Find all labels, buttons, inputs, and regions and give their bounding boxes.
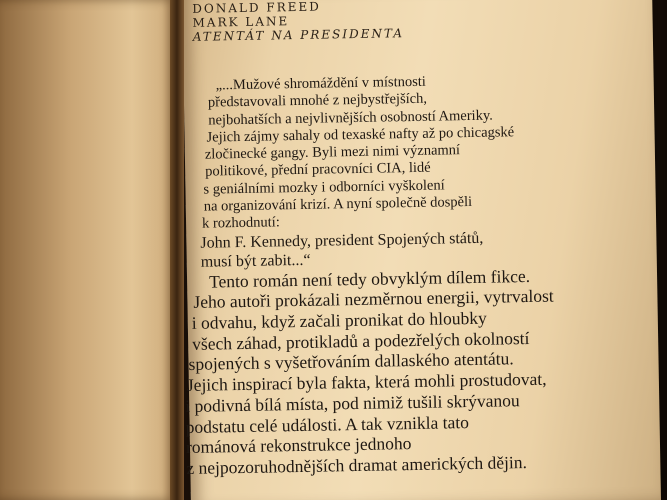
text-line: k rozhodnutí:: [201, 214, 280, 233]
text-line: Jeho autoři prokázali nezměrnou energii, vytrvalost: [193, 285, 554, 313]
book-header: [192, 0, 404, 44]
text-line: na organizování krizí. A nyní společně dospěli: [203, 194, 473, 215]
page-text: [180, 71, 617, 479]
text-line: nejbohatších a nejvlivnějších osobností Ameriky.: [208, 107, 493, 129]
text-line: politikové, přední pracovníci CIA, lidé: [205, 160, 431, 181]
text-line: spojených s vyšetřováním dallaského atentátu.: [188, 348, 514, 375]
text-line: románová rekonstrukce jednoho: [185, 433, 412, 458]
text-line: Jejich zájmy sahaly od texaské nafty až po chicagské: [206, 124, 515, 146]
text-line: zločinecké gangy. Byli mezi nimi významní: [204, 142, 461, 163]
quote-block: [180, 71, 613, 272]
text-line: musí být zabit...“: [200, 251, 311, 271]
left-page: [0, 0, 176, 500]
text-line: Jejich inspirací byla fakta, která mohli prostudovat,: [186, 368, 547, 396]
book-gutter: [170, 0, 184, 500]
text-line: „...Mužové shromáždění v místnosti: [215, 73, 426, 94]
text-line: všech záhad, protikladů a podezřelých okolností: [191, 327, 530, 354]
book-title: ATENTÁT NA PRESIDENTA: [192, 26, 405, 44]
text-line: z nejpozoruhodnějších dramat amerických dějin.: [186, 452, 528, 478]
author-name: MARK LANE: [192, 14, 290, 30]
right-page: [182, 0, 661, 500]
author-name: DONALD FREED: [192, 0, 321, 16]
text-line: s geniálními mozky i odborníci vyškolení: [203, 177, 445, 198]
body-paragraph: [183, 264, 617, 479]
text-line: Tento román není tedy obvyklým dílem fikce.: [208, 265, 531, 292]
text-line: i podivná bílá místa, pod nimiž tušili skrývanou: [185, 390, 520, 416]
text-line: i odvahu, když začali pronikat do hloubky: [191, 307, 487, 333]
text-line: představovali mnohé z nejbystřejších,: [207, 91, 428, 111]
text-line: John F. Kennedy, president Spojených států,: [200, 229, 484, 252]
text-line: podstatu celé události. A tak vznikla tato: [185, 411, 470, 437]
